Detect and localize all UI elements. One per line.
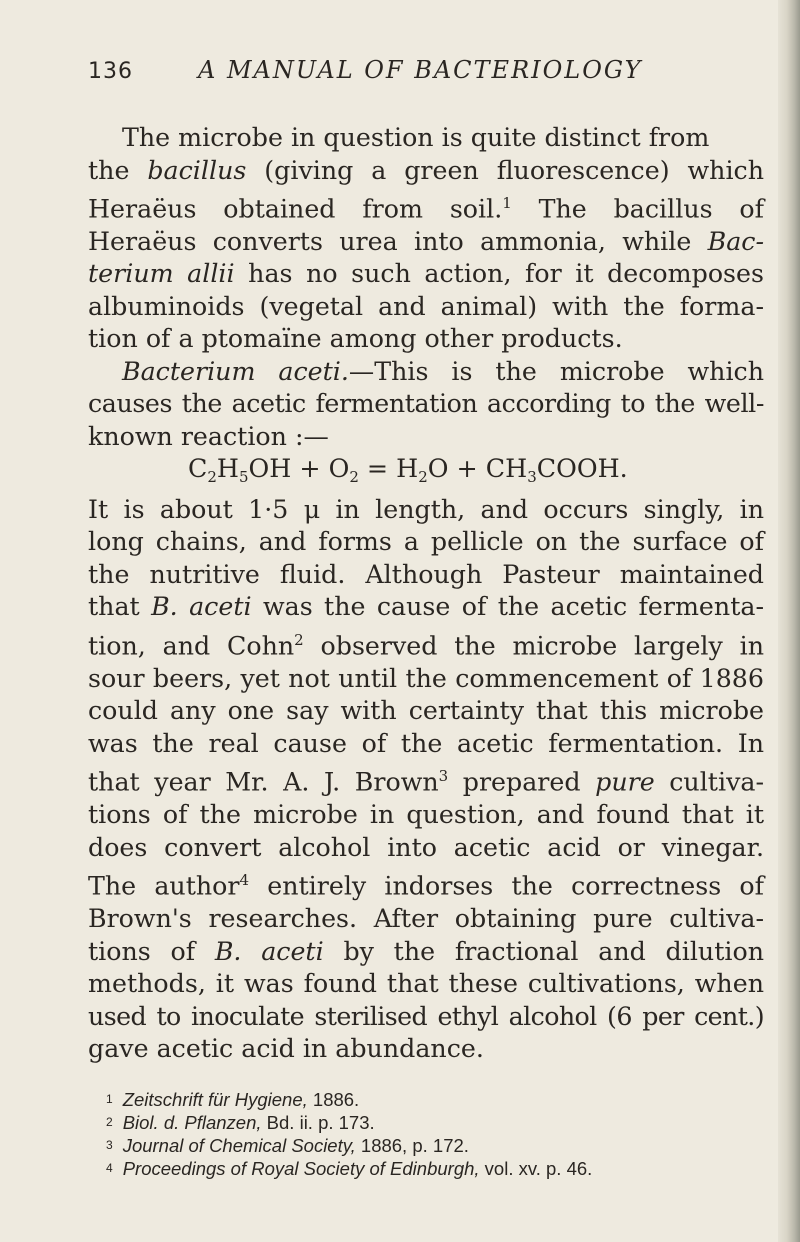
text-line: the nutritive fluid. Although Pasteur maintained — [88, 559, 764, 589]
text-line: known reaction :— — [88, 421, 329, 451]
footnotes — [88, 1088, 764, 1180]
page-header — [88, 56, 764, 96]
text-line: Bacterium aceti.—This is the microbe which — [122, 356, 765, 386]
footnote-ref[interactable]: 2 — [294, 630, 304, 649]
text-line: It is about 1·5 μ in length, and occurs singly, in — [88, 494, 764, 524]
text-line: methods, it was found that these cultivations, when — [88, 969, 764, 999]
body-text — [88, 122, 764, 1066]
text-line: tions of B. aceti by the fractional and dilution — [88, 936, 764, 966]
text-line: tion, and Cohn$^2$ observed the microbe largely in — [88, 630, 764, 661]
text-line: tion of a ptomaïne among other products. — [88, 324, 623, 354]
text-line: could any one say with certainty that this microbe — [88, 696, 764, 726]
text-line: that year Mr. A. J. Brown$^3$ prepared pure cultiva- — [88, 767, 764, 797]
text-line: gave acetic acid in abundance. — [88, 1034, 484, 1064]
text-line: was the real cause of the acetic fermentation. In — [88, 728, 764, 758]
footnote-ref[interactable]: 4 — [239, 871, 250, 890]
footnote: $^2$ Biol. d. Pflanzen, Bd. ii. p. 173. — [106, 1111, 375, 1133]
text-line: long chains, and forms a pellicle on the surface of — [88, 527, 764, 557]
text-line: albuminoids (vegetal and animal) with the forma- — [88, 291, 764, 321]
text-line: causes the acetic fermentation according to the well- — [88, 389, 764, 419]
text-line: The author$^4$ entirely indorses the correctness of — [88, 871, 764, 901]
footnote-ref[interactable]: 1 — [502, 194, 512, 212]
text-line: The microbe in question is quite distinct from — [122, 123, 710, 152]
text-line: Brown's researches. After obtaining pure cultiva- — [88, 904, 764, 934]
text-line: terium allii has no such action, for it decomposes — [88, 259, 764, 289]
footnote: $^3$ Journal of Chemical Society, 1886, p. 172. — [106, 1134, 469, 1156]
book-page — [88, 56, 764, 1180]
page-number: 136 — [88, 59, 133, 84]
text-line: tions of the microbe in question, and found that it — [88, 800, 764, 830]
chemical-equation: $C_2H_5OH + O_2 = H_2O$ + $CH_3COOH$. — [188, 454, 628, 487]
text-line: sour beers, yet not until the commencement of 1886 — [88, 663, 764, 693]
text-line: the bacillus (giving a green fluorescence) which — [88, 155, 764, 185]
footnote: $^1$ Zeitschrift für Hygiene, 1886. — [106, 1088, 360, 1110]
text-line: that B. aceti was the cause of the acetic fermenta- — [88, 592, 764, 622]
text-line: does convert alcohol into acetic acid or vinegar. — [88, 832, 764, 862]
footnote-ref[interactable]: 3 — [438, 767, 449, 786]
page-edge-shadow — [778, 0, 800, 1242]
footnote: $^4$ Proceedings of Royal Society of Edinburgh, vol. xv. p. 46. — [106, 1157, 593, 1179]
text-line: used to inoculate sterilised ethyl alcohol (6 per cent.) — [88, 1001, 764, 1031]
text-line: Heraëus obtained from soil.$^1$ The bacillus of — [88, 194, 765, 224]
text-line: Heraëus converts urea into ammonia, while Bac- — [88, 226, 764, 256]
running-title: A MANUAL OF BACTERIOLOGY — [198, 56, 643, 84]
